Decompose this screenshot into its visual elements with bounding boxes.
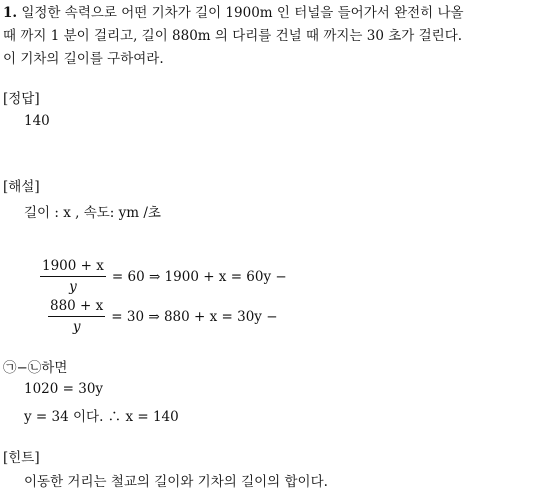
problem-line-2: 때 까지 1 분이 걸리고, 길이 880m 의 다리를 건널 때 까지는 30 초가 걸린다. xyxy=(3,28,463,44)
solution-line-a: 1020 = 30y xyxy=(24,381,104,397)
problem-number: 1. xyxy=(3,5,18,21)
equation-1 xyxy=(40,258,287,295)
answer-value: 140 xyxy=(24,113,50,129)
solution-line-b: y = 34 이다. ∴ x = 140 xyxy=(24,409,179,425)
equation-1-denominator: y xyxy=(69,279,77,295)
subtract-step: ㉠−㉡하면 xyxy=(3,360,68,376)
problem-text-1: 일정한 속력으로 어떤 기차가 길이 1900m 인 터널을 들어가서 완전히 나올 xyxy=(21,5,464,21)
solution-variables: 길이 : x , 속도: ym /초 xyxy=(24,205,161,221)
problem-line-3: 이 기차의 길이를 구하여라. xyxy=(3,51,164,67)
equation-2 xyxy=(48,298,278,335)
answer-heading: [정답] xyxy=(3,91,40,107)
equation-2-numerator: 880 + x xyxy=(48,298,105,317)
hint-text: 이동한 거리는 철교의 길이와 기차의 길이의 합이다. xyxy=(24,474,328,490)
problem-line-1 xyxy=(3,1,464,25)
equation-2-rest: = 30 ⇒ 880 + x = 30y − xyxy=(111,308,278,325)
equation-1-numerator: 1900 + x xyxy=(40,258,106,277)
solution-heading: [해설] xyxy=(3,179,40,195)
hint-heading: [힌트] xyxy=(3,450,40,466)
equation-1-fraction xyxy=(40,258,106,295)
equation-2-fraction xyxy=(48,298,105,335)
equation-2-denominator: y xyxy=(72,319,81,335)
equation-1-rest: = 60 ⇒ 1900 + x = 60y − xyxy=(111,268,287,285)
